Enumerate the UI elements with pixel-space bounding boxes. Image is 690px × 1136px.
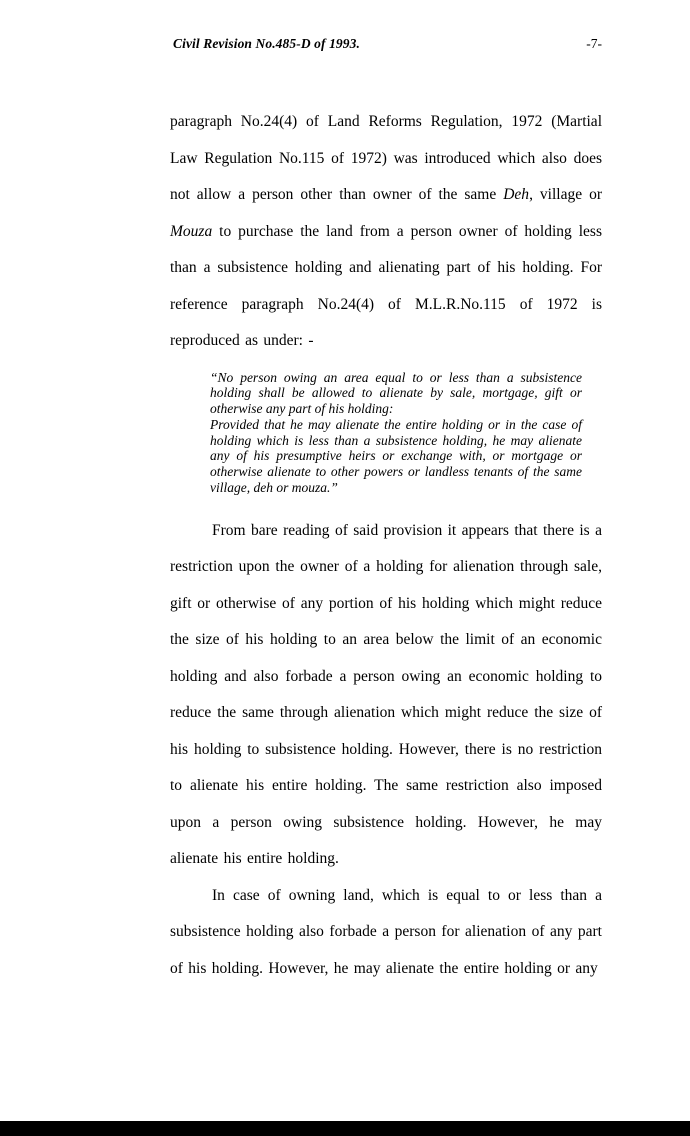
- page-number: -7-: [586, 36, 602, 51]
- body-paragraph-1: [170, 104, 602, 360]
- paragraph-text: to purchase the land from a person owner of holding less than a subsistence holding and alienating part of his holding. For reference paragraph No.24(4) of M.L.R.No.115 of 1972 is reproduced as under: -: [170, 222, 602, 349]
- paragraph-text-italic-mouza: Mouza: [170, 222, 213, 240]
- block-quote: [210, 370, 582, 496]
- body-paragraph-2: From bare reading of said provision it appears that there is a restriction upon the owner of a holding for alienation through sale, gift or otherwise of any portion of his holding which might reduce the size of his holding to an area below the limit of an economic holding and also forbade a person owing an economic holding to reduce the same through alienation which might reduce the size of his holding to subsistence holding. However, there is no restriction to alienate his entire holding. The same restriction also imposed upon a person owing subsistence holding. However, he may alienate his entire holding.: [170, 521, 602, 868]
- document-body: [170, 104, 602, 987]
- quote-part-2: Provided that he may alienate the entire holding or in the case of holding which is less than a subsistence holding, he may alienate any of his presumptive heirs or exchange with, or mortgage or otherwise alienate to other powers or landless tenants of the same village, deh or mouza.”: [210, 416, 582, 496]
- case-title: Civil Revision No.485-D of 1993.: [173, 36, 360, 51]
- quote-part-1: “No person owing an area equal to or less than a subsistence holding shall be allowed to alienate by sale, mortgage, gift or otherwise any part of his holding:: [210, 369, 582, 417]
- paragraph-text-italic-deh: Deh: [503, 186, 530, 203]
- page-header: [173, 36, 602, 52]
- body-paragraph-3: In case of owning land, which is equal to or less than a subsistence holding also forbade a person for alienation of any part of his holding. However, he may alienate the entire holding or any: [170, 886, 602, 977]
- paragraph-text: , village or: [529, 186, 602, 203]
- scan-artifact-bar: [0, 1121, 690, 1136]
- paragraph-text: paragraph No.24(4) of Land Reforms Regulation, 1972 (Martial Law Regulation No.115 of 1972) was introduced which also does not allow a person other than owner of the same: [170, 113, 602, 203]
